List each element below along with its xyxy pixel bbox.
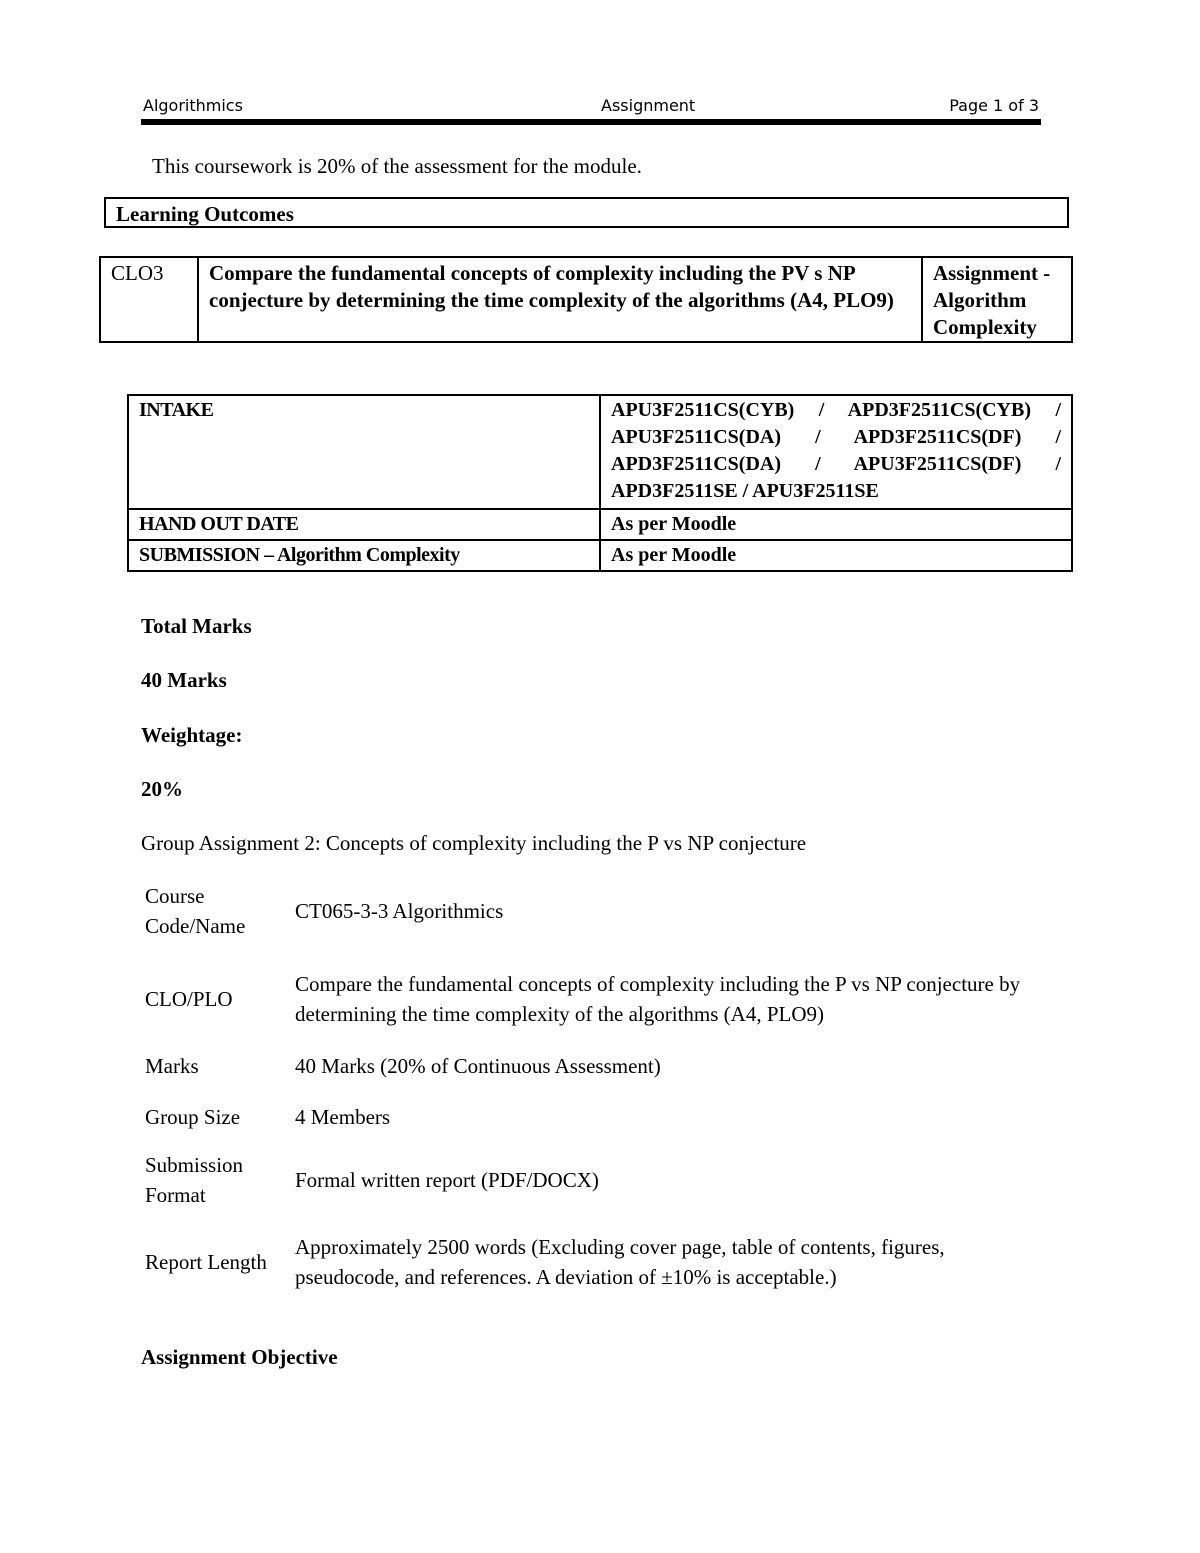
submission-label: SUBMISSION – Algorithm Complexity (128, 540, 600, 571)
detail-row (141, 1227, 1041, 1297)
detail-value: Approximately 2500 words (Excluding cover page, table of contents, figures, pseudocode, and references. A deviation of ±10% is acceptable.) (295, 1235, 945, 1289)
detail-label: Course Code/Name (145, 884, 246, 938)
detail-label: CLO/PLO (145, 987, 233, 1011)
assignment-objective-heading: Assignment Objective (141, 1345, 338, 1369)
group-assignment-title: Group Assignment 2: Concepts of complexity including the P vs NP conjecture (141, 831, 807, 855)
detail-value: Formal written report (PDF/DOCX) (295, 1168, 599, 1192)
page-header (141, 94, 1041, 122)
total-marks-value: 40 Marks (141, 668, 227, 692)
clo-row (100, 257, 1072, 342)
header-page-number: Page 1 of 3 (949, 96, 1039, 115)
hand-out-date-value: As per Moodle (600, 509, 1072, 540)
detail-value: CT065-3-3 Algorithmics (295, 899, 504, 923)
intake-label: INTAKE (128, 395, 600, 509)
detail-row (141, 956, 1041, 1042)
detail-value: Compare the fundamental concepts of complexity including the P vs NP conjecture by determining the time complexity of the algorithms (A4, PLO9) (295, 972, 1021, 1026)
table-row (128, 509, 1072, 540)
detail-label: Submission Format (145, 1153, 244, 1207)
clo-table (99, 256, 1073, 343)
header-doc-type: Assignment (601, 96, 696, 115)
header-module-name: Algorithmics (143, 96, 243, 115)
detail-value: 40 Marks (20% of Continuous Assessment) (295, 1054, 661, 1078)
detail-label: Marks (145, 1054, 199, 1078)
weightage-value: 20% (141, 777, 183, 801)
intro-text: This coursework is 20% of the assessment for the module. (152, 154, 642, 178)
submission-value: As per Moodle (600, 540, 1072, 571)
intake-table (127, 394, 1073, 572)
total-marks-label: Total Marks (141, 614, 252, 638)
clo-assessment: Assignment - Algorithm Complexity (922, 257, 1072, 342)
table-row (128, 395, 1072, 509)
detail-row (141, 876, 1041, 946)
detail-label: Report Length (145, 1250, 267, 1274)
detail-value: 4 Members (295, 1105, 391, 1129)
hand-out-date-label: HAND OUT DATE (128, 509, 600, 540)
clo-code: CLO3 (100, 257, 198, 342)
table-row (128, 540, 1072, 571)
assignment-details (141, 876, 1041, 1297)
detail-row (141, 1046, 1041, 1086)
header-rule (141, 119, 1041, 125)
intake-value: APU3F2511CS(CYB) / APD3F2511CS(CYB) / APU3F2511CS(DA) / APD3F2511CS(DF) / APD3F2511CS(DA) / APU3F2511CS(DF) / APD3F2511SE / APU3F2511SE (600, 395, 1072, 509)
weightage-label: Weightage: (141, 723, 243, 747)
detail-label: Group Size (145, 1105, 241, 1129)
learning-outcomes-heading: Learning Outcomes (104, 197, 1069, 228)
detail-row (141, 1097, 1041, 1137)
detail-row (141, 1145, 1041, 1215)
clo-description: Compare the fundamental concepts of complexity including the PV s NP conjecture by determining the time complexity of the algorithms (A4, PLO9) (198, 257, 922, 342)
